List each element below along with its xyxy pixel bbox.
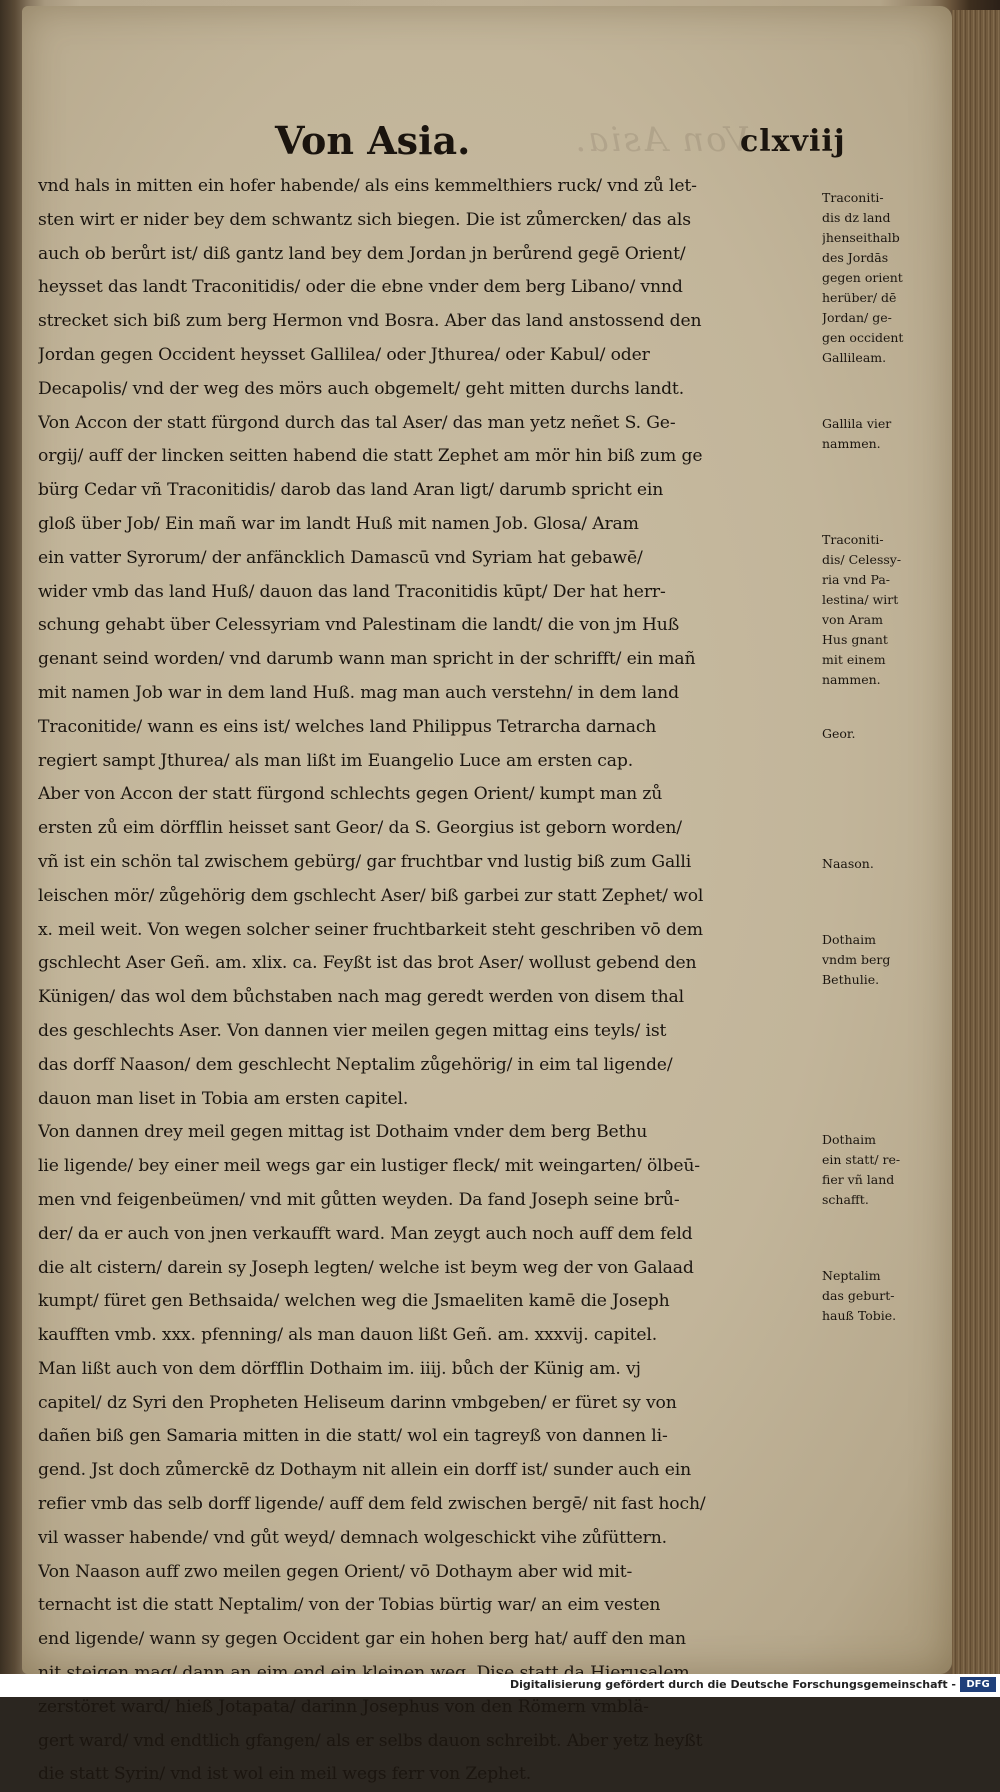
text-line: wider vmb das land Huß/ dauon das land Traconitidis kūpt/ Der hat herr-: [38, 581, 666, 602]
text-line: strecket sich biß zum berg Hermon vnd Bosra. Aber das land anstossend den: [38, 311, 702, 332]
text-line: die alt cistern/ darein sy Joseph legten/ welche ist beym weg der von Galaad: [38, 1257, 694, 1278]
text-line: gend. Jst doch zůmerckē dz Dothaym nit allein ein dorff ist/ sunder auch ein: [38, 1460, 692, 1481]
marginal-note-line: gegen orient: [822, 270, 903, 285]
text-line: heysset das landt Traconitidis/ oder die ebne vnder dem berg Libano/ vnnd: [38, 277, 683, 298]
marginal-note-line: Geor.: [822, 726, 856, 741]
marginal-note-line: vndm berg: [822, 952, 891, 967]
text-line: orgij/ auff der lincken seitten habend die statt Zephet am mör hin biß zum ge: [38, 446, 703, 467]
text-line: des geschlechts Aser. Von dannen vier meilen gegen mittag eins teyls/ ist: [38, 1020, 667, 1041]
marginal-note-line: dis dz land: [822, 210, 891, 225]
show-through-text: Von Asia.: [573, 120, 750, 160]
text-line: schung gehabt über Celessyriam vnd Palestinam die landt/ die von jm Huß: [38, 615, 680, 636]
page-edges: [952, 10, 1000, 1674]
marginal-note: [822, 530, 942, 690]
funding-notice: Digitalisierung gefördert durch die Deutsche Forschungsgemeinschaft -: [509, 1678, 956, 1691]
text-line: gloß über Job/ Ein mañ war im landt Huß mit namen Job. Glosa/ Aram: [38, 513, 639, 534]
marginal-note: [822, 854, 942, 874]
text-line: dañen biß gen Samaria mitten in die statt/ wol ein tagreyß von dannen li-: [38, 1426, 668, 1447]
marginal-note-line: des Jordās: [822, 250, 889, 265]
text-line: bürg Cedar vñ Traconitidis/ darob das land Aran ligt/ darumb spricht ein: [38, 480, 664, 501]
marginal-note-line: Gallileam.: [822, 350, 887, 365]
marginal-note-line: schafft.: [822, 1192, 869, 1207]
marginal-note-line: mit einem: [822, 652, 886, 667]
text-line: dauon man liset in Tobia am ersten capitel.: [38, 1088, 409, 1109]
marginal-note-line: Traconiti-: [822, 190, 884, 205]
marginal-note-line: Neptalim: [822, 1268, 881, 1283]
text-line: Künigen/ das wol dem bůchstaben nach mag geredt werden von disem thal: [38, 987, 684, 1008]
marginal-note: [822, 414, 942, 454]
text-line: Von Naason auff zwo meilen gegen Orient/ vō Dothaym aber wid mit-: [38, 1561, 633, 1582]
marginal-note: [822, 188, 942, 368]
marginal-note-line: dis/ Celessy-: [822, 552, 902, 567]
text-line: refier vmb das selb dorff ligende/ auff dem feld zwischen bergē/ nit fast hoch/: [38, 1494, 706, 1515]
text-line: Man lißt auch von dem dörfflin Dothaim im. iiij. bůch der Künig am. vj: [38, 1358, 641, 1379]
text-line: auch ob berůrt ist/ diß gantz land bey dem Jordan jn berůrend gegē Orient/: [38, 243, 686, 264]
marginal-note-line: Jordan/ ge-: [822, 310, 892, 325]
text-line: x. meil weit. Von wegen solcher seiner fruchtbarkeit steht geschriben vō dem: [38, 919, 703, 940]
text-line: ternacht ist die statt Neptalim/ von der Tobias bürtig war/ an eim vesten: [38, 1595, 661, 1616]
marginal-note-line: Bethulie.: [822, 972, 880, 987]
text-line: vnd hals in mitten ein hofer habende/ als eins kemmelthiers ruck/ vnd zů let-: [38, 176, 697, 196]
text-line: ein vatter Syrorum/ der anfäncklich Damascū vnd Syriam hat gebawē/: [38, 547, 643, 568]
marginal-note-line: Naason.: [822, 856, 874, 871]
marginal-note-line: nammen.: [822, 672, 881, 687]
marginal-note-line: hauß Tobie.: [822, 1308, 897, 1323]
text-line: Von dannen drey meil gegen mittag ist Dothaim vnder dem berg Bethu: [38, 1122, 648, 1143]
dfg-logo: DFG: [960, 1677, 996, 1692]
text-line: mit namen Job war in dem land Huß. mag man auch verstehn/ in dem land: [38, 682, 679, 703]
marginal-note-line: von Aram: [822, 612, 883, 627]
text-line: der/ da er auch von jnen verkaufft ward. Man zeygt auch noch auff dem feld: [38, 1223, 693, 1244]
marginal-note: [822, 1130, 942, 1210]
text-line: end ligende/ wann sy gegen Occident gar ein hohen berg hat/ auff den man: [38, 1629, 686, 1650]
text-line: kaufften vmb. xxx. pfenning/ als man dauon lißt Geñ. am. xxxvij. capitel.: [38, 1325, 658, 1346]
marginal-note: [822, 930, 942, 990]
marginal-note-line: jhenseithalb: [822, 230, 900, 245]
marginal-note: [822, 1266, 942, 1326]
text-line: lie ligende/ bey einer meil wegs gar ein lustiger fleck/ mit weingarten/ ölbeū-: [38, 1156, 700, 1177]
marginal-note-line: ria vnd Pa-: [822, 572, 891, 587]
text-line: capitel/ dz Syri den Propheten Heliseum darinn vmbgeben/ er füret sy von: [38, 1392, 677, 1413]
text-line: gert ward/ vnd endtlich gfangen/ als er selbs dauon schreibt. Aber yetz heyßt: [38, 1730, 703, 1751]
text-line: ersten zů eim dörfflin heisset sant Geor/ da S. Georgius ist geborn worden/: [38, 818, 682, 839]
marginal-note-line: fier vñ land: [822, 1172, 895, 1187]
text-line: Von Accon der statt fürgond durch das tal Aser/ das man yetz neñet S. Ge-: [38, 412, 676, 433]
text-line: zerstöret ward/ hieß Jotapata/ darinn Josephus von den Römern vmblä-: [38, 1696, 649, 1717]
running-title: Von Asia.: [275, 118, 471, 163]
text-line: gschlecht Aser Geñ. am. xlix. ca. Feyßt ist das brot Aser/ wollust gebend den: [38, 953, 697, 974]
marginal-note-line: Traconiti-: [822, 532, 884, 547]
marginal-note-line: lestina/ wirt: [822, 592, 899, 607]
text-line: men vnd feigenbeümen/ vnd mit gůtten weyden. Da fand Joseph seine brů-: [38, 1189, 680, 1210]
marginal-note-line: ein statt/ re-: [822, 1152, 901, 1167]
marginal-note-line: das geburt-: [822, 1288, 895, 1303]
text-line: die statt Syrin/ vnd ist wol ein meil wegs ferr von Zephet.: [38, 1764, 532, 1785]
text-line: leischen mör/ zůgehörig dem gschlecht Aser/ biß garbei zur statt Zephet/ wol: [38, 885, 704, 906]
text-line: Traconitide/ wann es eins ist/ welches land Philippus Tetrarcha darnach: [38, 716, 657, 737]
marginal-note-line: Gallila vier: [822, 416, 892, 431]
marginal-note-line: Hus gnant: [822, 632, 888, 647]
folio-number: clxviij: [740, 124, 846, 159]
marginal-note-line: herüber/ dē: [822, 290, 897, 305]
text-line: regiert sampt Jthurea/ als man lißt im Euangelio Luce am ersten cap.: [38, 750, 634, 771]
text-line: vil wasser habende/ vnd gůt weyd/ demnach wolgeschickt vihe zůfüttern.: [38, 1527, 667, 1548]
marginal-note: [822, 724, 942, 744]
marginal-note-line: Dothaim: [822, 1132, 876, 1147]
marginal-note-line: nammen.: [822, 436, 881, 451]
main-text-block: [38, 170, 818, 1792]
marginal-note-line: gen occident: [822, 330, 904, 345]
text-line: kumpt/ füret gen Bethsaida/ welchen weg die Jsmaeliten kamē die Joseph: [38, 1291, 670, 1312]
text-line: das dorff Naason/ dem geschlecht Neptalim zůgehörig/ in eim tal ligende/: [38, 1054, 673, 1075]
marginal-note-line: Dothaim: [822, 932, 876, 947]
text-line: Aber von Accon der statt fürgond schlechts gegen Orient/ kumpt man zů: [38, 784, 663, 805]
text-line: Decapolis/ vnd der weg des mörs auch obgemelt/ geht mitten durchs landt.: [38, 378, 685, 399]
text-line: Jordan gegen Occident heysset Gallilea/ oder Jthurea/ oder Kabul/ oder: [38, 344, 650, 365]
text-line: vñ ist ein schön tal zwischem gebürg/ gar fruchtbar vnd lustig biß zum Galli: [38, 851, 692, 872]
text-line: genant seind worden/ vnd darumb wann man spricht in der schrifft/ ein mañ: [38, 649, 696, 670]
text-line: sten wirt er nider bey dem schwantz sich biegen. Die ist zůmercken/ das als: [38, 209, 691, 230]
